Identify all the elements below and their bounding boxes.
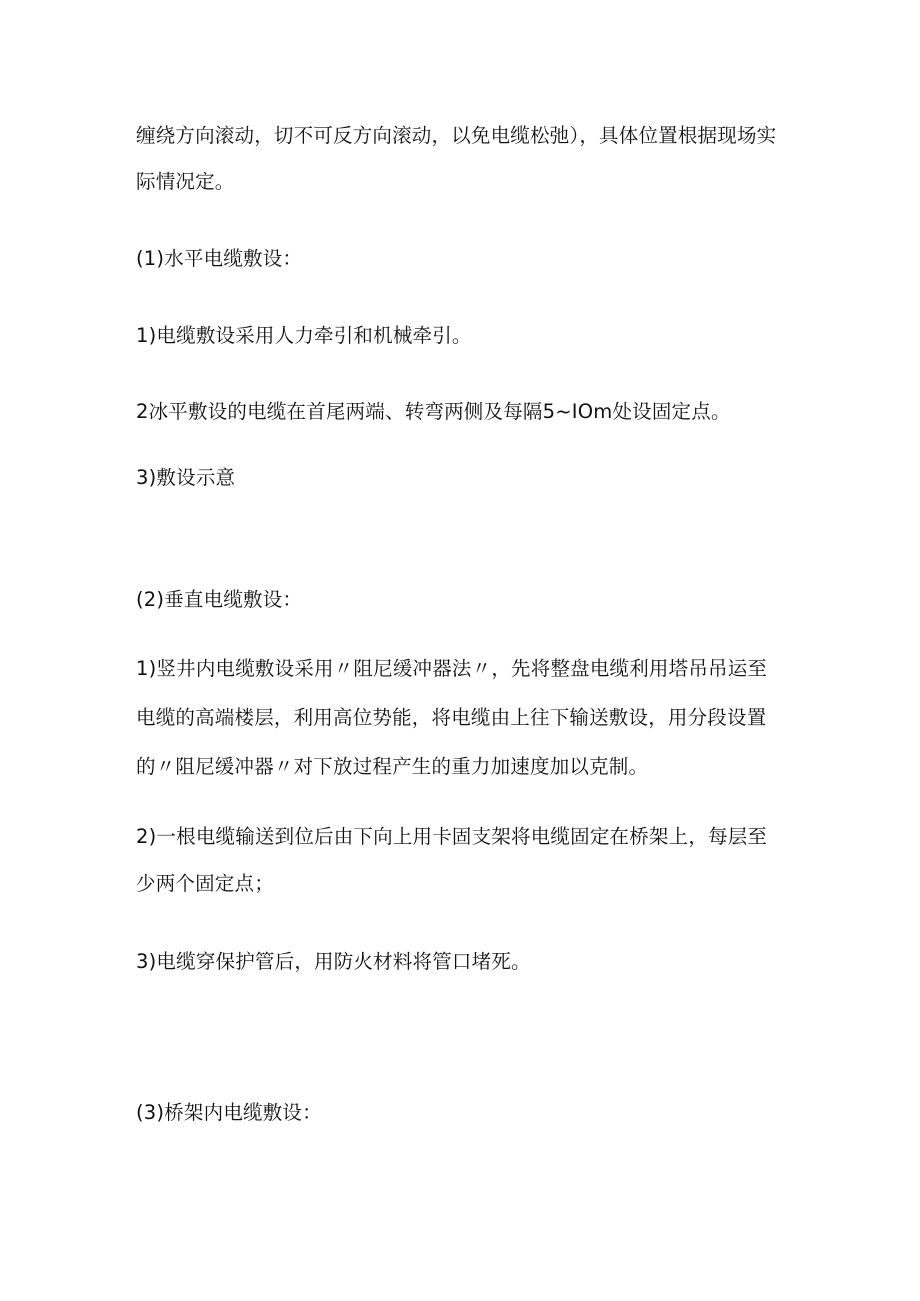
text-line: 的〃阻尼缓冲器〃对下放过程产生的重力加速度加以克制。 xyxy=(136,755,649,778)
text-line: 1)竖井内电缆敷设采用〃阻尼缓冲器法〃，先将整盘电缆利用塔吊吊运至 xyxy=(136,657,768,680)
section-heading: (1)水平电缆敷设： xyxy=(136,247,303,270)
text-line: 3)电缆穿保护管后，用防火材料将管口堵死。 xyxy=(136,950,531,973)
text-line: 电缆的高端楼层，利用高位势能，将电缆由上往下输送敷设，用分段设置 xyxy=(136,706,767,729)
section-heading: (3)桥架内电缆敷设： xyxy=(136,1101,322,1124)
text-line: 2)一根电缆输送到位后由下向上用卡固支架将电缆固定在桥架上，每层至 xyxy=(136,825,768,848)
text-line: 缠绕方向滚动，切不可反方向滚动，以免电缆松弛），具体位置根据现场实 xyxy=(136,124,777,147)
text-line: 少两个固定点； xyxy=(136,872,274,895)
text-line: 1)电缆敷设采用人力牵引和机械牵引。 xyxy=(136,324,472,347)
text-line: 际情况定。 xyxy=(136,170,235,193)
text-line: 3)敷设示意 xyxy=(136,466,236,489)
section-heading: (2)垂直电缆敷设： xyxy=(136,588,303,611)
text-line: 2冰平敷设的电缆在首尾两端、转弯两侧及每隔5~IOm处设固定点。 xyxy=(136,400,731,423)
